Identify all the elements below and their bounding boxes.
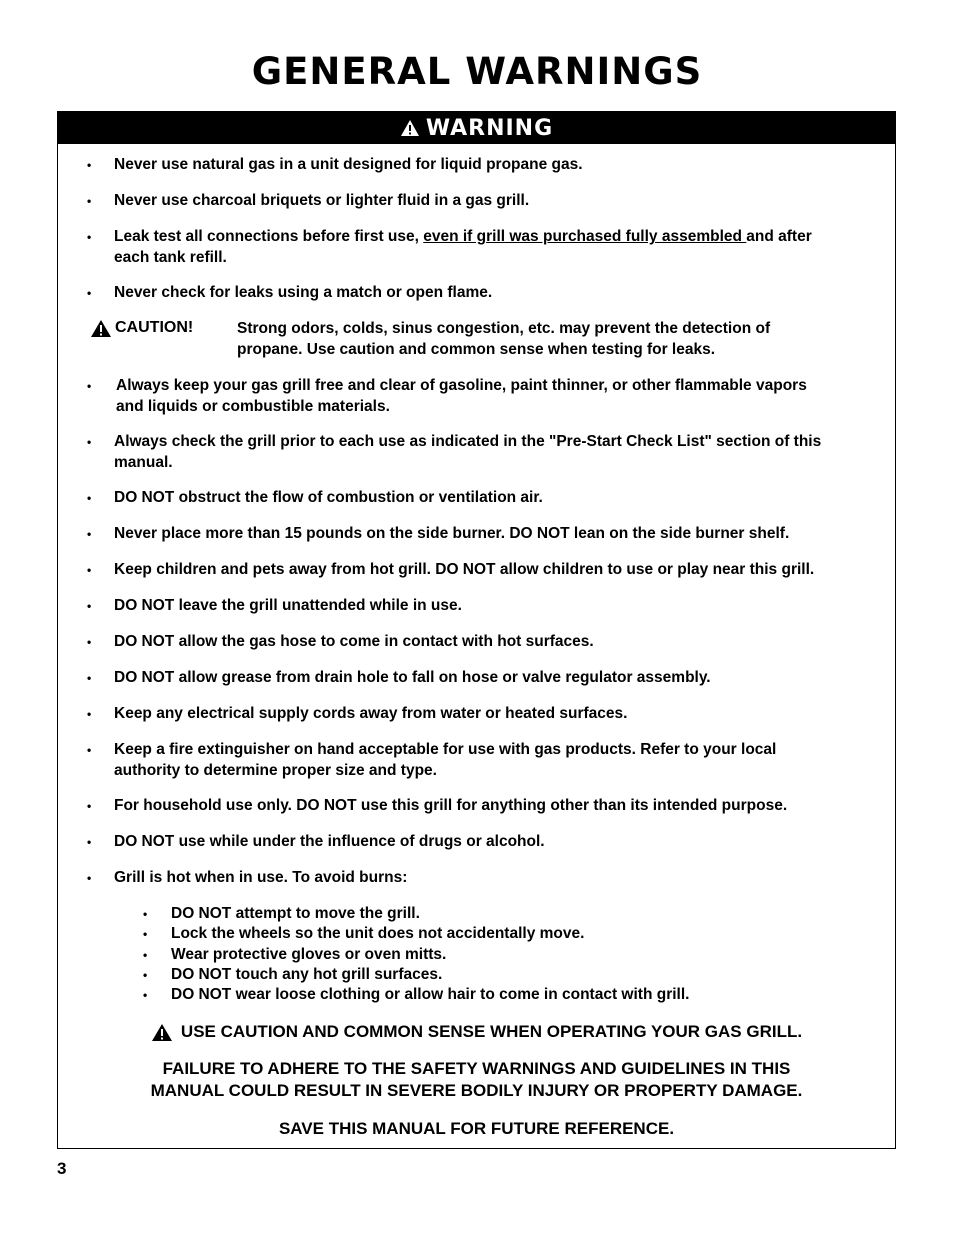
leak-test-underlined-text: even if grill was purchased fully assembled: [423, 228, 747, 245]
caution-footer-line: [58, 1021, 895, 1043]
bullet: •: [87, 835, 92, 849]
sub-list-item: Lock the wheels so the unit does not accidentally move.: [171, 925, 585, 942]
caution-label: [90, 317, 193, 339]
list-item: Never use charcoal briquets or lighter fluid in a gas grill.: [114, 192, 530, 209]
bullet: •: [87, 635, 92, 649]
bullet: •: [87, 158, 92, 172]
bullet: •: [87, 435, 92, 449]
bullet: •: [87, 194, 92, 208]
list-item: Never use natural gas in a unit designed for liquid propane gas.: [114, 156, 583, 173]
list-item-line1: Keep a fire extinguisher on hand acceptable for use with gas products. Refer to your local: [114, 741, 777, 758]
list-item-line1: Always keep your gas grill free and clear of gasoline, paint thinner, or other flammable vapors: [116, 377, 807, 394]
list-item: DO NOT use while under the influence of drugs or alcohol.: [114, 833, 545, 850]
list-item: DO NOT allow grease from drain hole to fall on hose or valve regulator assembly.: [114, 669, 711, 686]
list-item-line2: and liquids or combustible materials.: [116, 397, 390, 415]
list-item-line2: manual.: [114, 453, 173, 471]
bullet: •: [143, 988, 148, 1002]
leak-test-text-line2: each tank refill.: [114, 248, 227, 266]
list-item: DO NOT leave the grill unattended while in use.: [114, 597, 462, 614]
sub-list-item: DO NOT wear loose clothing or allow hair to come in contact with grill.: [171, 986, 690, 1003]
list-item-line1: Always check the grill prior to each use as indicated in the "Pre-Start Check List" section of this: [114, 433, 822, 450]
caution-text-line2: propane. Use caution and common sense when testing for leaks.: [237, 341, 716, 358]
bullet: •: [87, 379, 92, 393]
warning-label: WARNING: [425, 115, 554, 141]
warning-content: [58, 112, 895, 1148]
list-item: [116, 376, 876, 417]
list-item-line2: authority to determine proper size and type.: [114, 761, 437, 779]
sub-list-item: DO NOT touch any hot grill surfaces.: [171, 966, 443, 983]
caution-triangle-icon: [151, 1023, 173, 1042]
sub-list-item: Wear protective gloves or oven mitts.: [171, 946, 447, 963]
list-item: DO NOT obstruct the flow of combustion or ventilation air.: [114, 489, 543, 506]
list-item: [114, 432, 884, 473]
bullet: •: [143, 907, 148, 921]
list-item: Never place more than 15 pounds on the side burner. DO NOT lean on the side burner shelf.: [114, 525, 790, 542]
list-item: For household use only. DO NOT use this grill for anything other than its intended purpose.: [114, 797, 788, 814]
save-manual-notice: SAVE THIS MANUAL FOR FUTURE REFERENCE.: [278, 1119, 675, 1138]
bullet: •: [87, 527, 92, 541]
bullet: •: [87, 707, 92, 721]
page-title: GENERAL WARNINGS: [251, 50, 703, 93]
bullet: •: [87, 563, 92, 577]
failure-warning-line1: FAILURE TO ADHERE TO THE SAFETY WARNINGS AND GUIDELINES IN THIS: [162, 1059, 791, 1078]
warning-box: [57, 111, 896, 1149]
bullet: •: [87, 743, 92, 757]
leak-test-text-after: and after: [746, 228, 812, 245]
caution-text: [237, 318, 837, 360]
caution-label-text: CAUTION!: [115, 319, 194, 336]
caution-footer-text: USE CAUTION AND COMMON SENSE WHEN OPERATING YOUR GAS GRILL.: [180, 1022, 803, 1041]
bullet: •: [143, 968, 148, 982]
list-item: Grill is hot when in use. To avoid burns:: [114, 869, 408, 886]
page-number: 3: [57, 1159, 67, 1178]
caution-text-line1: Strong odors, colds, sinus congestion, etc. may prevent the detection of: [237, 320, 771, 337]
sub-list-item: DO NOT attempt to move the grill.: [171, 905, 420, 922]
bullet: •: [143, 948, 148, 962]
caution-triangle-icon: [90, 319, 112, 338]
list-item: DO NOT allow the gas hose to come in contact with hot surfaces.: [114, 633, 594, 650]
leak-test-text: Leak test all connections before first use,: [114, 228, 424, 245]
failure-warning-line2: MANUAL COULD RESULT IN SEVERE BODILY INJURY OR PROPERTY DAMAGE.: [150, 1081, 803, 1100]
list-item: [114, 740, 874, 781]
bullet: •: [87, 599, 92, 613]
list-item: Never check for leaks using a match or open flame.: [114, 284, 493, 301]
failure-warning: [58, 1058, 895, 1102]
list-item-leak-test: [114, 227, 874, 268]
bullet: •: [87, 286, 92, 300]
bullet: •: [87, 491, 92, 505]
bullet: •: [87, 871, 92, 885]
bullet: •: [87, 230, 92, 244]
list-item: Keep any electrical supply cords away from water or heated surfaces.: [114, 705, 628, 722]
list-item: Keep children and pets away from hot grill. DO NOT allow children to use or play near this grill.: [114, 561, 815, 578]
bullet: •: [87, 799, 92, 813]
bullet: •: [143, 927, 148, 941]
bullet: •: [87, 671, 92, 685]
